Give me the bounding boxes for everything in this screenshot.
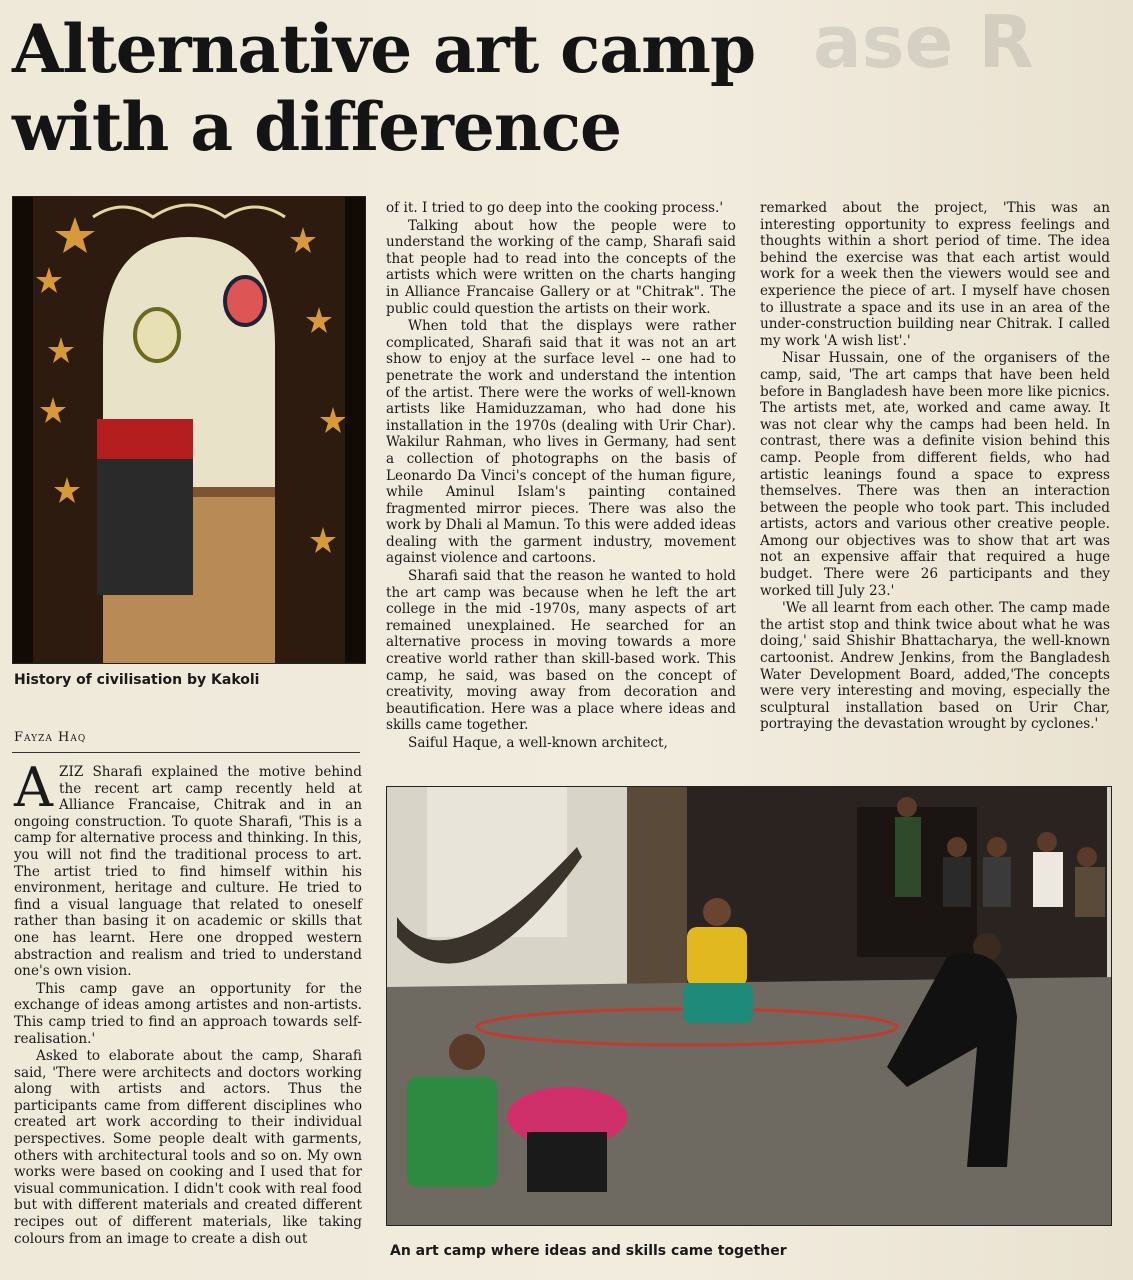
byline: Fayza Haq (14, 730, 87, 745)
col3-para-2: Nisar Hussain, one of the organisers of the camp, said, 'The art camps that have been held before in Bangladesh have been more like picnics. The artists met, ate, worked and came away. It was not clear why the camps had been held. In contrast, there was a definite vision behind this camp. People from different fields, who had artistic leanings found a space to express themselves. There was then an interaction between the people who took part. This included artists, actors and various other creative people. Among our objectives was to show that art was not an expensive affair that required a huge budget. There were 26 participants and they worked till July 23.' (760, 350, 1110, 599)
drop-cap: A (14, 756, 53, 819)
column-1 (14, 756, 362, 1248)
col2-para-5: Saiful Haque, a well-known architect, (408, 735, 668, 751)
col2-para-1: of it. I tried to go deep into the cooking process.' (386, 200, 724, 216)
headline: Alternative art camp with a difference (12, 10, 756, 166)
column-3 (760, 200, 1110, 734)
col2-para-4: Sharafi said that the reason he wanted to hold the art camp was because when he left the art college in the mid -1970s, many aspects of art remained unexplained. He searched for an alternative process in moving towards a more creative world rather than skill-based work. This camp, he said, was based on the concept of creativity, moving away from decoration and beautification. Here was a place where ideas and skills came together. (386, 568, 736, 734)
photo-art-camp (386, 786, 1112, 1226)
col2-para-2: Talking about how the people were to understand the working of the camp, Sharafi said that people had to read into the concepts of the artists which were written on the charts hanging in Alliance Francaise Gallery or at "Chitrak". The public could question the artists on their work. (386, 217, 736, 317)
photo-installation (12, 196, 366, 664)
col2-para-3: When told that the displays were rather complicated, Sharafi said that it was not an art show to enjoy at the surface level -- one had to penetrate the work and understand the intention of the artist. There were the works of well-known artists like Hamiduzzaman, who had done his installation in the 1970s (dealing with Urir Char). Wakilur Rahman, who lives in Germany, had sent a collection of photographs on the basis of Leonardo Da Vinci's concept of the human figure, while Aminul Islam's painting contained fragmented mirror pieces. There was also the work by Dhali al Mamun. To this were added ideas dealing with the garment industry, movement against violence and cartoons. (386, 318, 736, 567)
col1-para-1: AZIZ Sharafi explained the motive behind the recent art camp recently held at Alliance Francaise, Chitrak and in an ongoing construction. To quote Sharafi, 'This is a camp for alternative process and thinking. In this, you will not find the traditional process to art. The artist tried to find himself within his environment, heritage and culture. He tried to find a visual language that related to oneself rather than basing it on academic or skills that one has learnt. Here one dropped western abstraction and realism and tried to understand one's own vision. (14, 756, 362, 980)
byline-rule (12, 752, 360, 753)
bleed-through-text: ase R (813, 0, 1034, 84)
caption-photo1: History of civilisation by Kakoli (14, 672, 260, 688)
caption-photo2: An art camp where ideas and skills came together (390, 1243, 787, 1259)
col3-para-1: remarked about the project, 'This was an interesting opportunity to express feelings and thoughts within a short period of time. The idea behind the exercise was that each artist would work for a week then the viewers would see and experience the piece of art. I myself have chosen to illustrate a space and its use in an area of the under-construction building near Chitrak. I called my work 'A wish list'.' (760, 200, 1110, 349)
col3-para-3: 'We all learnt from each other. The camp made the artist stop and think twice about what he was doing,' said Shishir Bhattacharya, the well-known cartoonist. Andrew Jenkins, from the Bangladesh Water Development Board, added,'The concepts were very interesting and moving, especially the sculptural installation based on Urir Char, portraying the devastation wrought by cyclones.' (760, 600, 1110, 733)
column-2 (386, 200, 736, 753)
col1-para-3: Asked to elaborate about the camp, Sharafi said, 'There were architects and doctors working along with artists and actors. Thus the participants came from different disciplines who created art work according to their individual perspectives. Some people dealt with garments, others with architectural tools and so on. My own works were based on cooking and I used that for visual communication. I didn't cook with real food but with different materials and created different recipes out of different materials, like taking colours from an image to create a dish out (14, 1048, 362, 1247)
col1-para-2: This camp gave an opportunity for the exchange of ideas among artistes and non-artists. This camp tried to find an approach towards self-realisation.' (14, 980, 362, 1047)
